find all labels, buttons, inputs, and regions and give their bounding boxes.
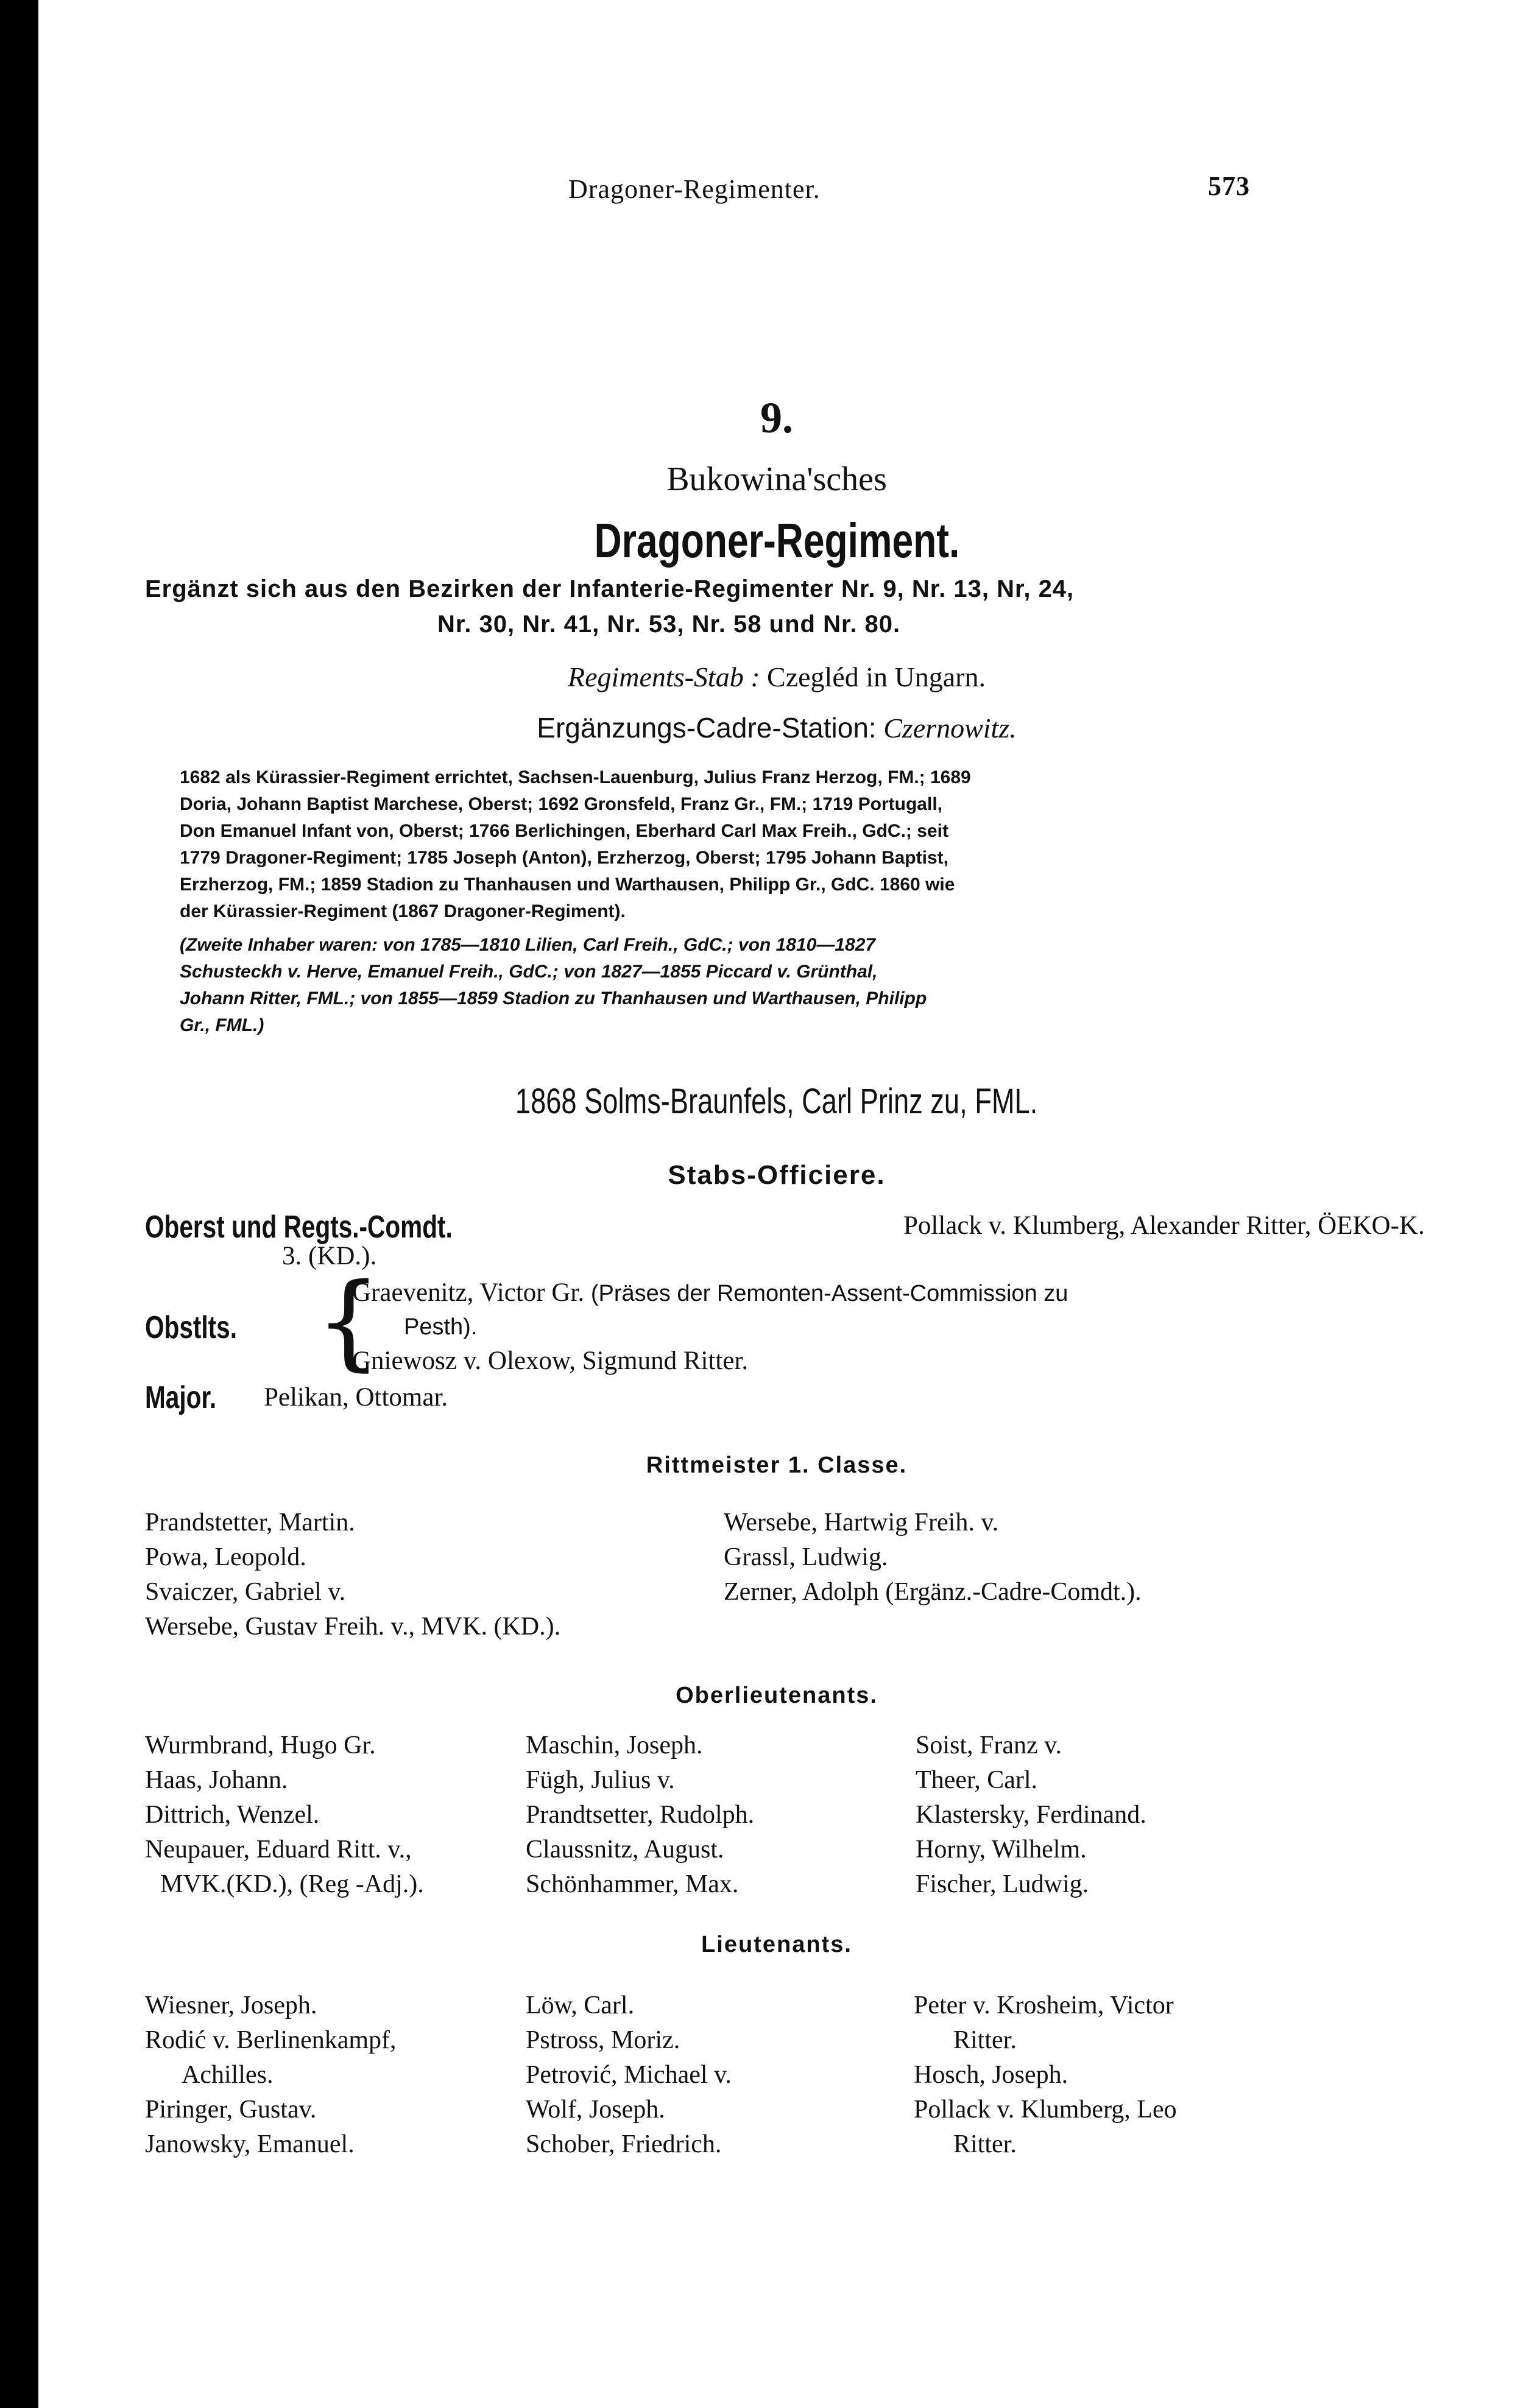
oberlieutenants-col-3 (916, 1728, 1146, 1902)
cadre-label: Ergänzungs-Cadre-Station: (537, 712, 877, 744)
list-item: Theer, Carl. (916, 1766, 1038, 1794)
cadre-station (38, 711, 1515, 744)
oberlieutenants-col-2 (526, 1728, 754, 1902)
list-item: Schönhammer, Max. (526, 1870, 739, 1898)
lieutenants-col-2 (526, 1988, 732, 2162)
oberst-entry (145, 1209, 539, 1245)
list-item: Ritter. (953, 2130, 1017, 2158)
history-line: Doria, Johann Baptist Marchese, Oberst; 1692 Gronsfeld, Franz Gr., FM.; 1719 Portugall, (180, 794, 942, 814)
history-line: Don Emanuel Infant von, Oberst; 1766 Berlichingen, Eberhard Carl Max Freih., GdC.; seit (180, 821, 948, 841)
recruitment-line-2: Nr. 30, Nr. 41, Nr. 53, Nr. 58 und Nr. 80. (437, 611, 901, 638)
obstlt-1-note-2: Pesth). (404, 1314, 478, 1340)
owners-line: Gr., FML.) (180, 1015, 264, 1035)
obstlt-1-name: Graevenitz, Victor Gr. (352, 1278, 585, 1307)
history-line: Erzherzog, FM.; 1859 Stadion zu Thanhausen und Warthausen, Philipp Gr., GdC. 1860 wie (180, 875, 955, 895)
list-item: Janowsky, Emanuel. (145, 2130, 355, 2158)
list-item: Wurmbrand, Hugo Gr. (145, 1731, 376, 1759)
second-owners-paragraph (180, 932, 927, 1039)
book-page (38, 0, 1515, 2408)
list-item: Grassl, Ludwig. (724, 1543, 888, 1571)
list-item: Svaiczer, Gabriel v. (145, 1578, 346, 1606)
list-item: Fügh, Julius v. (526, 1766, 675, 1794)
list-item: MVK.(KD.), (Reg -Adj.). (160, 1870, 424, 1898)
list-item: Dittrich, Wenzel. (145, 1801, 320, 1829)
recruitment-line-1: Ergänzt sich aus den Bezirken der Infanterie-Regimenter Nr. 9, Nr. 13, Nr, 24, (145, 576, 1075, 602)
list-item: Petrović, Michael v. (526, 2061, 732, 2089)
rittmeister-right (724, 1505, 1142, 1610)
major-entry (145, 1379, 236, 1416)
obstlts-label: Obstlts. (145, 1310, 237, 1345)
regiment-owner: 1868 Solms-Braunfels, Carl Prinz zu, FML. (515, 1082, 1038, 1121)
owners-line: Johann Ritter, FML.; von 1855—1859 Stadion zu Thanhausen und Warthausen, Philipp (180, 988, 927, 1009)
staff-heading: Stabs-Officiere. (668, 1160, 886, 1190)
list-item: Prandtsetter, Rudolph. (526, 1801, 755, 1829)
owners-line: Schusteckh v. Herve, Emanuel Freih., GdC.; von 1827—1855 Piccard v. Grünthal, (180, 962, 878, 982)
regiments-stab (38, 661, 1515, 693)
running-title: Dragoner-Regimenter. (568, 174, 821, 204)
stab-value: Czegléd in Ungarn. (767, 661, 986, 692)
history-line: 1779 Dragoner-Regiment; 1785 Joseph (Anton), Erzherzog, Oberst; 1795 Johann Baptist, (180, 848, 948, 868)
list-item: Powa, Leopold. (145, 1543, 306, 1571)
list-item: Pollack v. Klumberg, Leo (914, 2096, 1177, 2124)
list-item: Hosch, Joseph. (914, 2061, 1068, 2089)
oberst-label: Oberst und Regts.-Comdt. (145, 1209, 453, 1245)
list-item: Prandstetter, Martin. (145, 1509, 355, 1537)
list-item: Wersebe, Hartwig Freih. v. (724, 1509, 999, 1537)
regiment-type: Dragoner-Regiment. (594, 513, 959, 568)
lieutenants-heading: Lieutenants. (701, 1932, 852, 1957)
list-item: Fischer, Ludwig. (916, 1870, 1089, 1898)
cadre-value: Czernowitz. (883, 713, 1017, 744)
oberst-decoration: 3. (KD.). (282, 1242, 377, 1270)
list-item: Neupauer, Eduard Ritt. v., (145, 1836, 412, 1864)
list-item: Zerner, Adolph (Ergänz.-Cadre-Comdt.). (724, 1578, 1142, 1606)
lieutenants-col-3 (914, 1988, 1177, 2162)
list-item: Claussnitz, August. (526, 1836, 724, 1864)
major-name: Pelikan, Ottomar. (264, 1383, 448, 1412)
list-item: Piringer, Gustav. (145, 2096, 317, 2124)
owners-line: (Zweite Inhaber waren: von 1785—1810 Lilien, Carl Freih., GdC.; von 1810—1827 (180, 935, 876, 955)
history-line: der Kürassier-Regiment (1867 Dragoner-Regiment). (180, 901, 626, 921)
rittmeister-left (145, 1505, 560, 1644)
oberlieutenants-heading: Oberlieutenants. (676, 1683, 878, 1708)
oberst-name: Pollack v. Klumberg, Alexander Ritter, ÖEKO-K. (903, 1211, 1425, 1240)
list-item: Achilles. (182, 2061, 274, 2089)
obstlt-1-note: (Präses der Remonten-Assent-Commission zu (590, 1281, 1068, 1306)
list-item: Löw, Carl. (526, 1991, 635, 2019)
list-item: Wolf, Joseph. (526, 2096, 665, 2124)
list-item: Horny, Wilhelm. (916, 1836, 1087, 1864)
list-item: Schober, Friedrich. (526, 2130, 722, 2158)
list-item: Wiesner, Joseph. (145, 1991, 317, 2019)
brace: { (316, 1261, 382, 1382)
regiment-name: Bukowina'sches (666, 460, 887, 498)
list-item: Ritter. (953, 2026, 1017, 2054)
list-item: Klastersky, Ferdinand. (916, 1801, 1146, 1829)
list-item: Haas, Johann. (145, 1766, 288, 1794)
obstlt-1 (352, 1278, 1068, 1308)
lieutenants-col-1 (145, 1988, 397, 2162)
rittmeister-heading: Rittmeister 1. Classe. (646, 1452, 908, 1478)
list-item: Rodić v. Berlinenkampf, (145, 2026, 397, 2054)
major-label: Major. (145, 1380, 217, 1415)
list-item: Pstross, Moriz. (526, 2026, 680, 2054)
stab-label: Regiments-Stab : (568, 661, 760, 692)
list-item: Wersebe, Gustav Freih. v., MVK. (KD.). (145, 1613, 561, 1641)
list-item: Maschin, Joseph. (526, 1731, 703, 1759)
list-item: Soist, Franz v. (916, 1731, 1062, 1759)
page-number: 573 (1208, 171, 1250, 201)
history-line: 1682 als Kürassier-Regiment errichtet, Sachsen-Lauenburg, Julius Franz Herzog, FM.; 1689 (180, 767, 971, 787)
regiment-number: 9. (760, 393, 793, 442)
oberlieutenants-col-1 (145, 1728, 424, 1902)
history-paragraph (180, 764, 971, 925)
list-item: Peter v. Krosheim, Victor (914, 1991, 1174, 2019)
obstlt-2: Gniewosz v. Olexow, Sigmund Ritter. (352, 1347, 749, 1375)
